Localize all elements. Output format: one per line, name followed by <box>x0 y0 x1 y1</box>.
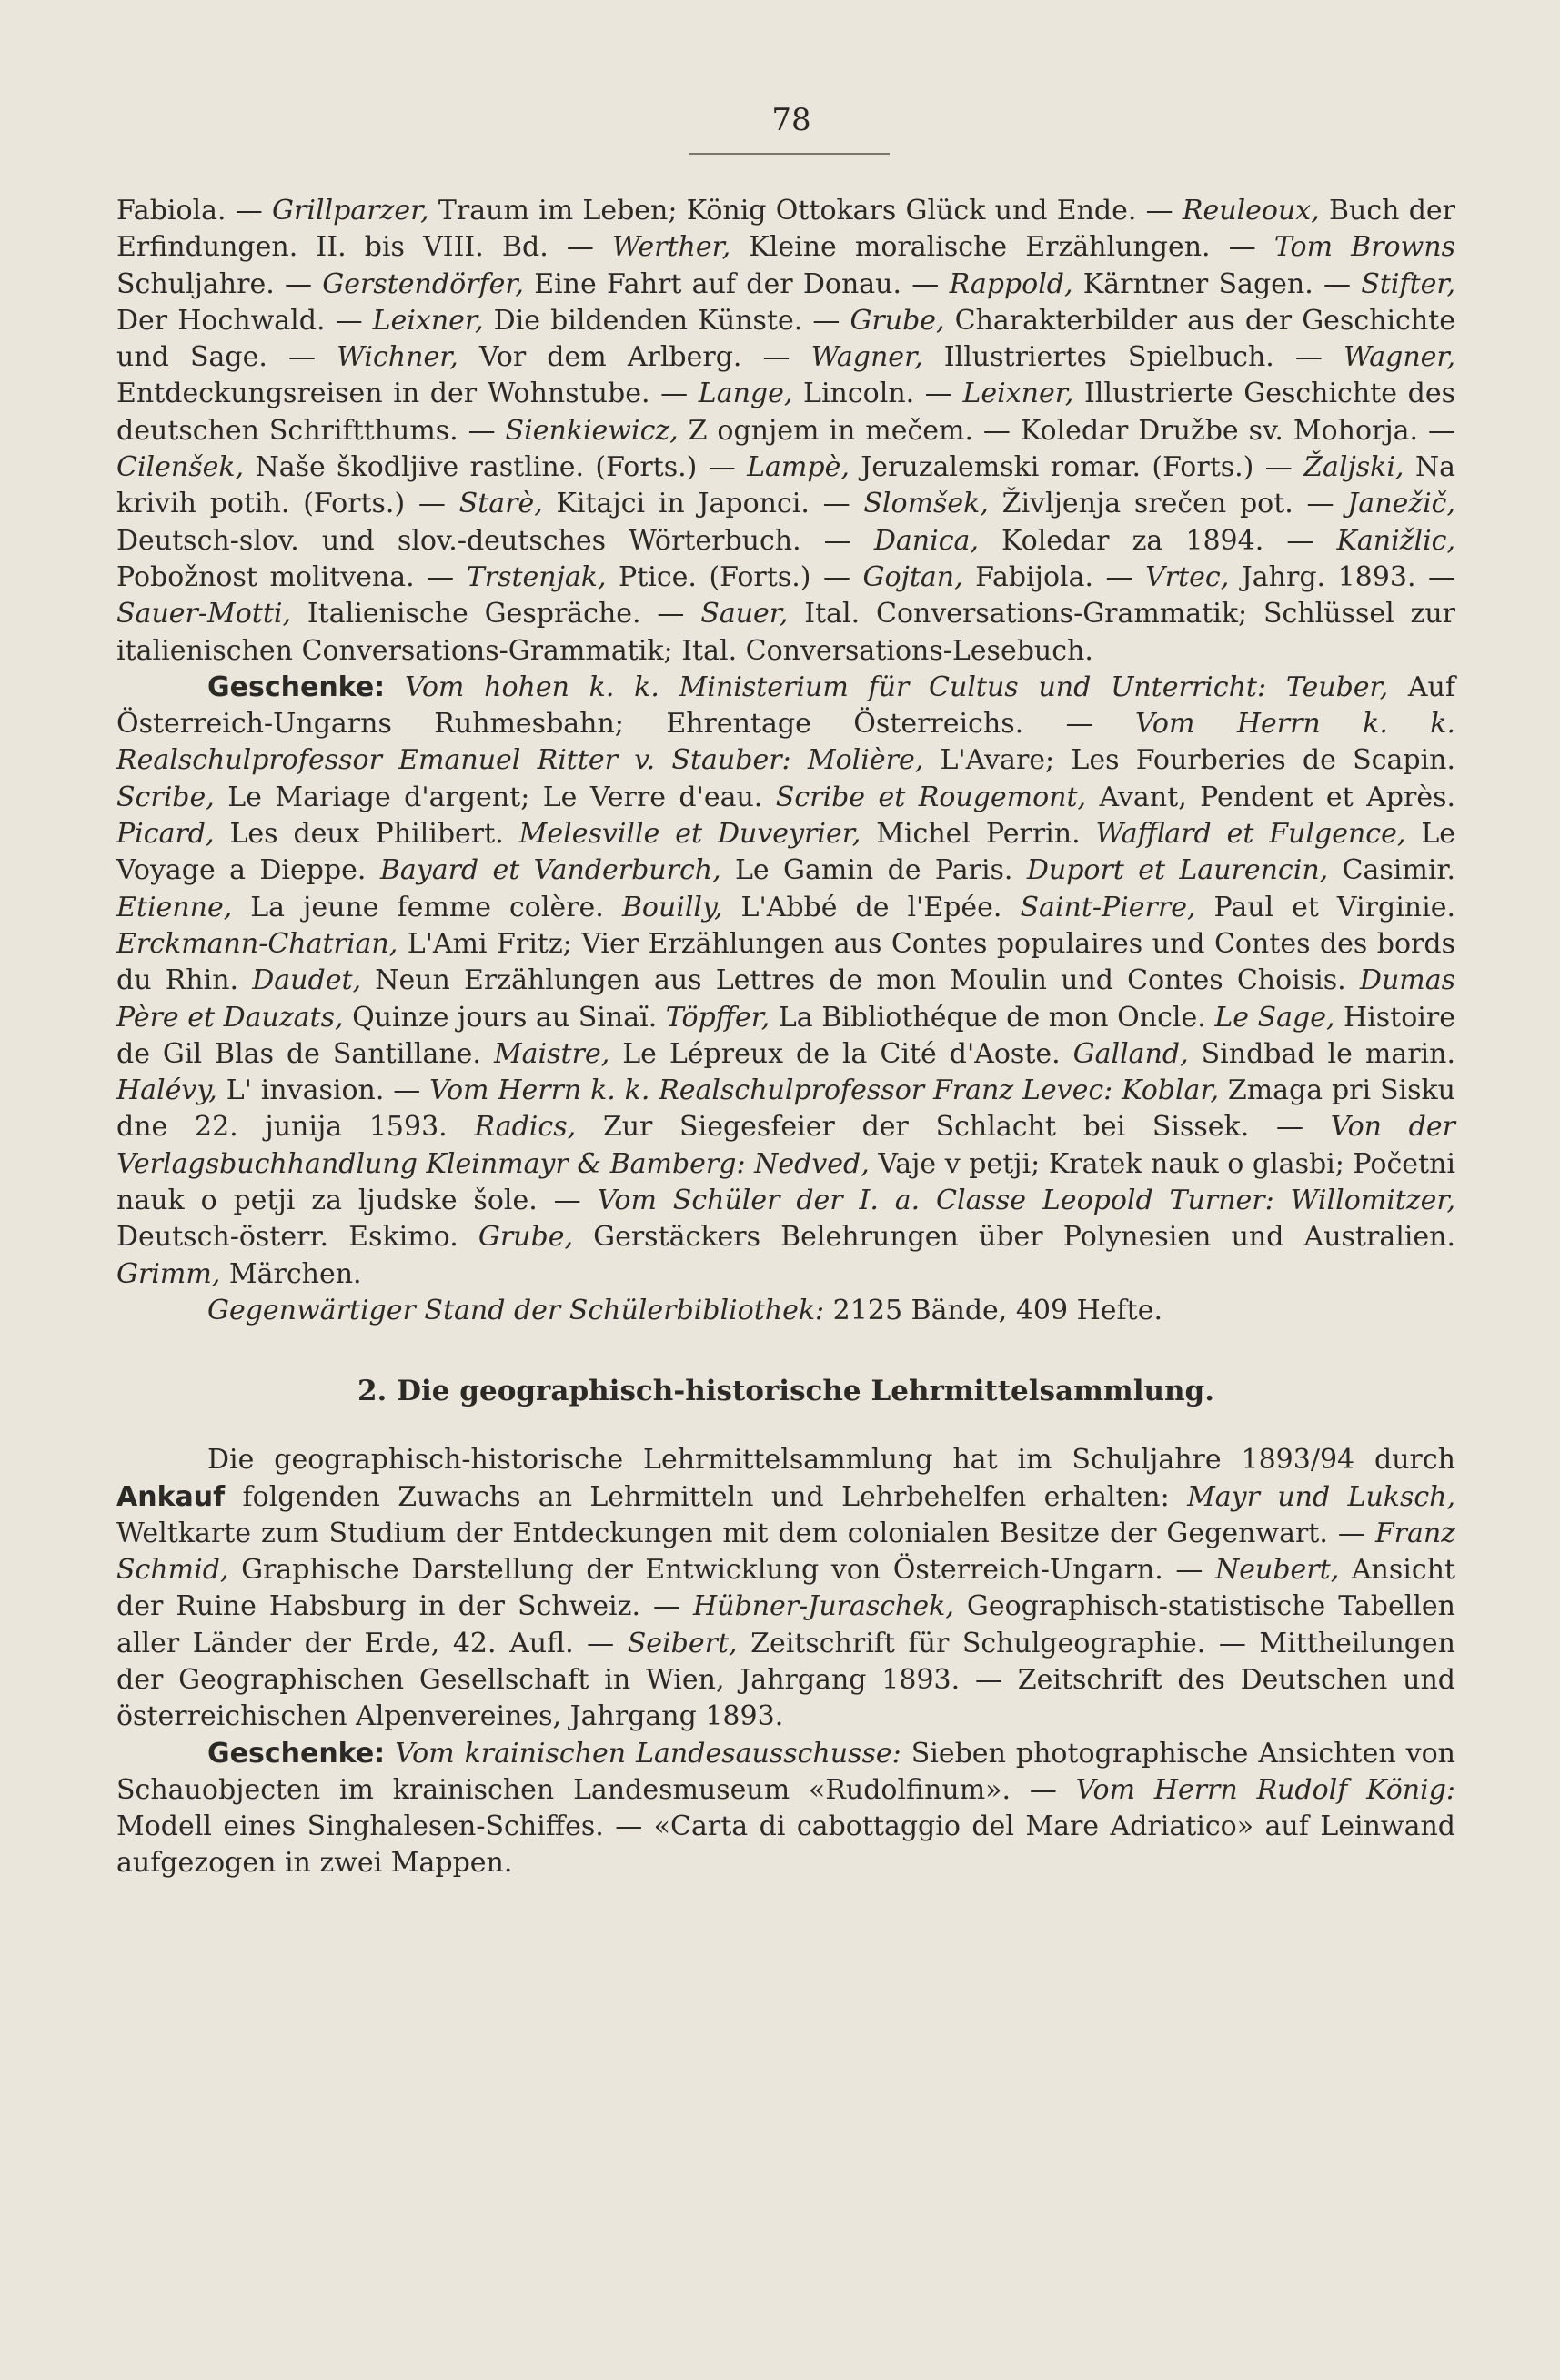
italic-run: Picard, <box>116 818 215 851</box>
italic-run: Galland, <box>1072 1037 1189 1070</box>
italic-run: Vom krainischen Landesausschusse: <box>395 1737 901 1770</box>
italic-run: Vom Herrn k. k. Realschulprofessor Franz Levec: Koblar, <box>429 1074 1220 1107</box>
italic-run: Gerstendörfer, <box>322 267 524 300</box>
italic-run: Le Sage, <box>1214 1001 1335 1034</box>
geschenke-label: Geschenke: <box>207 1737 386 1770</box>
paragraph-geo-acquisitions: Die geographisch-historische Lehrmittelsammlung hat im Schuljahre 1893/94 durch Ankauf folgenden Zuwachs an Lehrmitteln und Lehrbehelfen erhalten: Mayr und Luksch, Weltkarte zum Studium der Entdeckungen mit dem colonialen Besitze der Gegenwart. — Franz Schmid, Graphische Darstellung der Entwicklung von Österreich-Ungarn. — Neubert, Ansicht der Ruine Habsburg in der Schweiz. — Hübner-Juraschek, Geographisch-statistische Tabellen aller Länder der Erde, 42. Aufl. — Seibert, Zeitschrift für Schulgeographie. — Mittheilungen der Geographischen Gesellschaft in Wien, Jahrgang 1893. — Zeitschrift des Deutschen und österreichischen Alpenvereines, Jahrgang 1893. <box>116 1444 1455 1733</box>
italic-run: Vom Herrn Rudolf König: <box>1075 1773 1456 1806</box>
ankauf-label: Ankauf <box>116 1480 226 1513</box>
italic-run: Sauer, <box>700 598 789 630</box>
italic-run: Vom hohen k. k. Ministerium für Cultus und Unterricht: Teuber, <box>404 671 1389 703</box>
italic-run: Wagner, <box>1344 341 1455 374</box>
italic-run: Scribe, <box>116 781 215 813</box>
italic-run: Saint-Pierre, <box>1020 891 1196 923</box>
italic-run: Starè, <box>458 488 543 520</box>
body-text <box>116 193 1455 1882</box>
italic-run: Seibert, <box>627 1627 738 1659</box>
italic-run: Grube, <box>478 1221 573 1254</box>
italic-run: Grillparzer, <box>272 195 429 227</box>
italic-run: Maistre, <box>493 1037 610 1070</box>
italic-run: Wichner, <box>337 341 458 374</box>
italic-run: Janežič, <box>1347 488 1456 520</box>
italic-run: Kanižlic, <box>1336 524 1456 557</box>
italic-run: Melesville et Duveyrier, <box>518 818 861 851</box>
italic-run: Vom Schüler der I. a. Classe Leopold Turner: Willomitzer, <box>597 1185 1456 1217</box>
italic-run: Wagner, <box>810 341 923 374</box>
italic-run: Mayr und Luksch, <box>1187 1480 1455 1513</box>
paragraph-geo-gifts: Geschenke: Vom krainischen Landesausschusse: Sieben photographische Ansichten von Schauobjecten im krainischen Landesmuseum «Rudolfinum». — Vom Herrn Rudolf König: Modell eines Singhalesen-Schiffes. — «Carta di cabottaggio del Mare Adriatico» auf Leinwand aufgezogen in zwei Mappen. <box>116 1737 1456 1880</box>
italic-run: Grimm, <box>116 1257 221 1290</box>
italic-run: Lampè, <box>747 451 850 484</box>
italic-run: Danica, <box>873 524 979 557</box>
italic-run: Leixner, <box>372 304 484 337</box>
italic-run: Franz Schmid, <box>116 1517 1455 1587</box>
italic-run: Gojtan, <box>862 560 963 593</box>
italic-run: Gegenwärtiger Stand der Schülerbibliothek: <box>207 1294 825 1326</box>
italic-run: Slomšek, <box>863 488 989 520</box>
italic-run: Sauer-Motti, <box>116 598 292 630</box>
italic-run: Vom Herrn k. k. Realschulprofessor Emanuel Ritter v. Stauber: Molière, <box>116 708 1455 777</box>
italic-run: Von der Verlagsbuchhandlung Kleinmayr & Bamberg: Nedved, <box>116 1111 1455 1180</box>
italic-run: Tom Browns <box>1273 231 1455 264</box>
italic-run: Töpffer, <box>665 1001 770 1034</box>
italic-run: Duport et Laurencin, <box>1026 854 1329 887</box>
page-number-rule <box>689 153 890 155</box>
paragraph-library-acquisitions: Fabiola. — Grillparzer, Traum im Leben; König Ottokars Glück und Ende. — Reuleoux, Buch der Erfindungen. II. bis VIII. Bd. — Werther, Kleine moralische Erzählungen. — Tom Browns Schuljahre. — Gerstendörfer, Eine Fahrt auf der Donau. — Rappold, Kärntner Sagen. — Stifter, Der Hochwald. — Leixner, Die bildenden Künste. — Grube, Charakterbilder aus der Geschichte und Sage. — Wichner, Vor dem Arlberg. — Wagner, Illustriertes Spielbuch. — Wagner, Entdeckungsreisen in der Wohnstube. — Lange, Lincoln. — Leixner, Illustrierte Geschichte des deutschen Schriftthums. — Sienkiewicz, Z ognjem in mečem. — Koledar Družbe sv. Mohorja. — Cilenšek, Naše škodljive rastline. (Forts.) — Lampè, Jeruzalemski romar. (Forts.) — Žaljski, Na krivih potih. (Forts.) — Starè, Kitajci in Japonci. — Slomšek, Življenja srečen pot. — Janežič, Deutsch-slov. und slov.-deutsches Wörterbuch. — Danica, Koledar za 1894. — Kanižlic, Pobožnost molitvena. — Trstenjak, Ptice. (Forts.) — Gojtan, Fabijola. — Vrtec, Jahrg. 1893. — Sauer-Motti, Italienische Gespräche. — Sauer, Ital. Conversations-Grammatik; Schlüssel zur italienischen Conversations-Grammatik; Ital. Conversations-Lesebuch. <box>116 195 1456 667</box>
italic-run: Wafflard et Fulgence, <box>1095 818 1406 851</box>
italic-run: Grube, <box>850 304 945 337</box>
italic-run: Reuleoux, <box>1182 195 1320 227</box>
italic-run: Halévy, <box>116 1074 217 1107</box>
italic-run: Stifter, <box>1361 267 1455 300</box>
italic-run: Werther, <box>612 231 731 264</box>
italic-run: Bayard et Vanderburch, <box>379 854 721 887</box>
italic-run: Scribe et Rougemont, <box>775 781 1087 813</box>
italic-run: Trstenjak, <box>466 560 607 593</box>
paragraph-library-gifts: Geschenke: Vom hohen k. k. Ministerium für Cultus und Unterricht: Teuber, Auf Österreich-Ungarns Ruhmesbahn; Ehrentage Österreichs. — Vom Herrn k. k. Realschulprofessor Emanuel Ritter v. Stauber: Molière, L'Avare; Les Fourberies de Scapin. Scribe, Le Mariage d'argent; Le Verre d'eau. Scribe et Rougemont, Avant, Pendent et Après. Picard, Les deux Philibert. Melesville et Duveyrier, Michel Perrin. Wafflard et Fulgence, Le Voyage a Dieppe. Bayard et Vanderburch, Le Gamin de Paris. Duport et Laurencin, Casimir. Etienne, La jeune femme colère. Bouilly, L'Abbé de l'Epée. Saint-Pierre, Paul et Virginie. Erckmann-Chatrian, L'Ami Fritz; Vier Erzählungen aus Contes populaires und Contes des bords du Rhin. Daudet, Neun Erzählungen aus Lettres de mon Moulin und Contes Choisis. Dumas Père et Dauzats, Quinze jours au Sinaï. Töpffer, La Bibliothéque de mon Oncle. Le Sage, Histoire de Gil Blas de Santillane. Maistre, Le Lépreux de la Cité d'Aoste. Galland, Sindbad le marin. Halévy, L' invasion. — Vom Herrn k. k. Realschulprofessor Franz Levec: Koblar, Zmaga pri Sisku dne 22. junija 1593. Radics, Zur Siegesfeier der Schlacht bei Sissek. — Von der Verlagsbuchhandlung Kleinmayr & Bamberg: Nedved, Vaje v petji; Kratek nauk o glasbi; Početni nauk o petji za ljudske šole. — Vom Schüler der I. a. Classe Leopold Turner: Willomitzer, Deutsch-österr. Eskimo. Grube, Gerstäckers Belehrungen über Polynesien und Australien. Grimm, Märchen. <box>116 671 1456 1290</box>
page-number: 78 <box>771 102 811 138</box>
paragraph-library-status: Gegenwärtiger Stand der Schülerbibliothek: 2125 Bände, 409 Hefte. <box>207 1294 1163 1326</box>
italic-run: Bouilly, <box>621 891 723 923</box>
italic-run: Etienne, <box>116 891 233 923</box>
geschenke-label: Geschenke: <box>207 671 386 703</box>
section-heading: 2. Die geographisch-historische Lehrmittelsammlung. <box>357 1375 1215 1408</box>
italic-run: Radics, <box>474 1111 577 1144</box>
italic-run: Erckmann-Chatrian, <box>116 927 398 960</box>
italic-run: Dumas Père et Dauzats, <box>116 964 1455 1034</box>
italic-run: Hübner-Juraschek, <box>693 1590 954 1623</box>
italic-run: Vrtec, <box>1145 560 1230 593</box>
italic-run: Rappold, <box>949 267 1073 300</box>
italic-run: Daudet, <box>252 964 362 997</box>
italic-run: Cilenšek, <box>116 451 245 484</box>
italic-run: Leixner, <box>962 378 1074 410</box>
italic-run: Lange, <box>698 378 793 410</box>
italic-run: Žaljski, <box>1303 451 1404 484</box>
italic-run: Neubert, <box>1215 1554 1340 1587</box>
italic-run: Sienkiewicz, <box>505 414 679 447</box>
